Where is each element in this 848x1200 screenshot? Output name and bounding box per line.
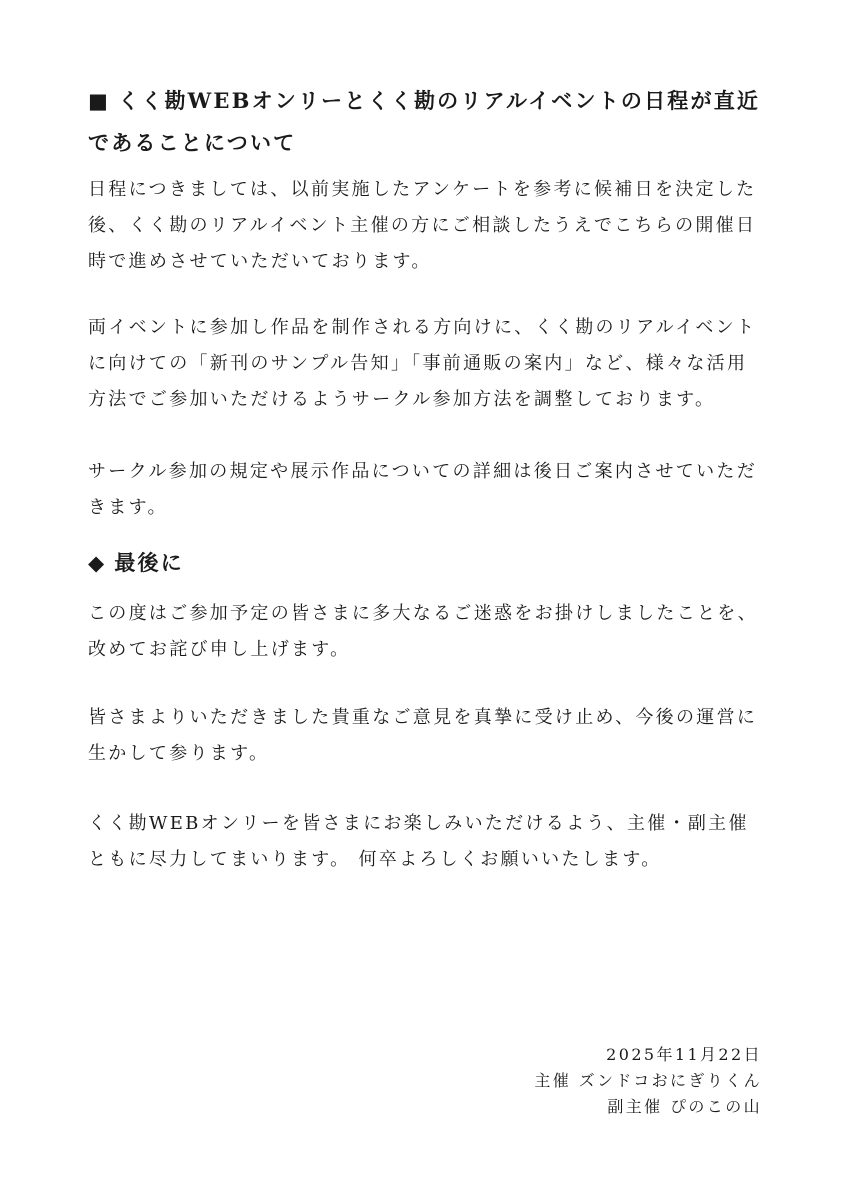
signature-block: [534, 1042, 762, 1120]
section-title-closing: 最後に: [114, 550, 184, 575]
paragraph-circle-details: サークル参加の規定や展示作品についての詳細は後日ご案内させていただきます。: [88, 461, 757, 518]
paragraph-apology: この度はご参加予定の皆さまに多大なるご迷惑をお掛けしましたことを、改めてお詫び申し上げます。: [88, 603, 758, 660]
section-title-schedule: くく勘WEBオンリーとくく勘のリアルイベントの日程が直近であることについて: [88, 88, 761, 155]
paragraph-feedback: 皆さまよりいただきました貴重なご意見を真摯に受け止め、今後の運営に生かして参ります。: [88, 707, 758, 764]
signature-organizer: 主催 ズンドコおにぎりくん: [534, 1071, 762, 1090]
paragraph-participation-methods: 両イベントに参加し作品を制作される方向けに、くく勘のリアルイベントに向けての「新刊のサンプル告知」「事前通販の案内」など、様々な活用方法でご参加いただけるようサークル参加方法を調整しております。: [88, 317, 757, 410]
signature-date: 2025年11月22日: [606, 1045, 762, 1064]
section-heading-closing: [88, 542, 768, 584]
paragraph-closing-remarks: くく勘WEBオンリーを皆さまにお楽しみいただけるよう、主催・副主催ともに尽力してまいります。 何卒よろしくお願いいたします。: [88, 813, 749, 870]
paragraph-schedule-decision: 日程につきましては、以前実施したアンケートを参考に候補日を決定した後、くく勘のリアルイベント主催の方にご相談したうえでこちらの開催日時で進めさせていただいております。: [88, 179, 757, 272]
signature-co-organizer: 副主催 ぴのこの山: [607, 1097, 762, 1116]
diamond-bullet-icon: ◆: [88, 550, 107, 575]
square-bullet-icon: ■: [88, 88, 111, 113]
section-heading-schedule: [88, 80, 768, 164]
